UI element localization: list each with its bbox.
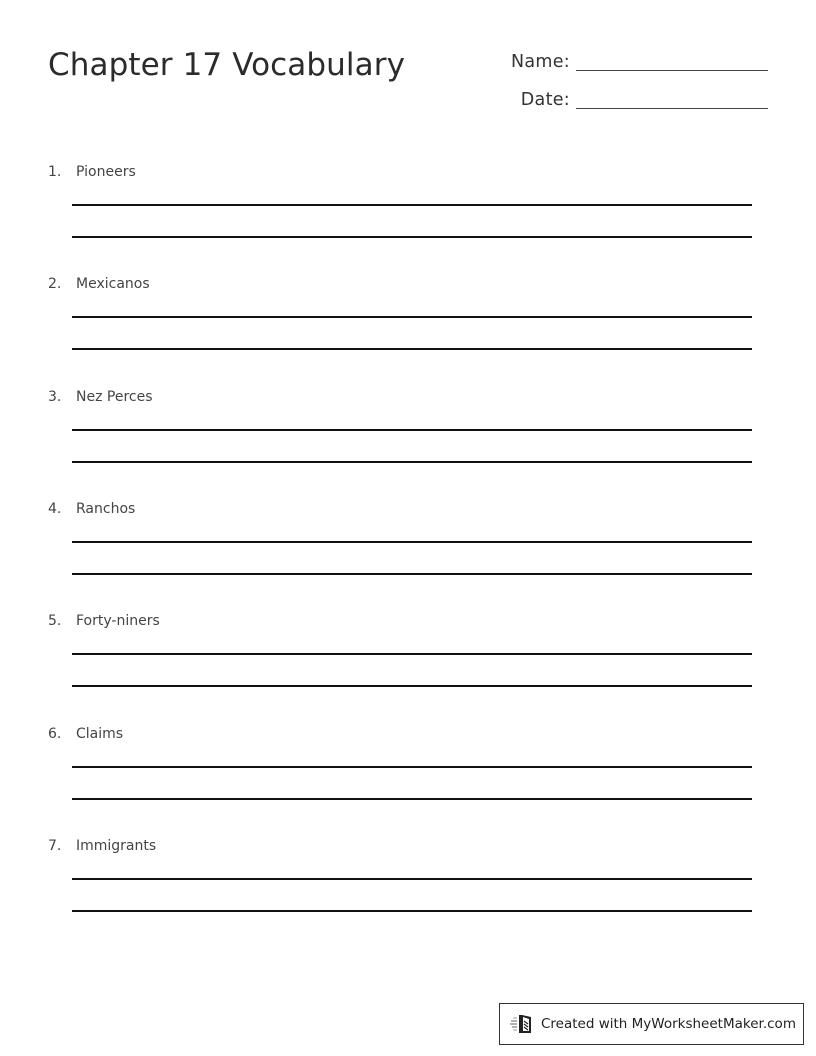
answer-line[interactable] [72,348,752,350]
item-term: Forty-niners [76,613,160,629]
item-term: Nez Perces [76,389,153,405]
item-number: 1. [48,164,62,180]
answer-line[interactable] [72,653,752,655]
answer-line[interactable] [72,910,752,912]
item-term: Pioneers [76,164,136,180]
item-term: Mexicanos [76,276,150,292]
answer-line[interactable] [72,573,752,575]
name-label: Name: [510,52,570,72]
item-term: Ranchos [76,501,136,517]
page-title: Chapter 17 Vocabulary [48,47,406,83]
answer-line[interactable] [72,685,752,687]
answer-line[interactable] [72,541,752,543]
item-number: 6. [48,726,62,742]
answer-line[interactable] [72,236,752,238]
answer-line[interactable] [72,204,752,206]
footer-badge [499,1003,804,1045]
item-number: 2. [48,276,62,292]
item-number: 7. [48,838,62,854]
answer-line[interactable] [72,878,752,880]
answer-line[interactable] [72,429,752,431]
footer-credit-text: Created with MyWorksheetMaker.com [541,1016,796,1032]
answer-line[interactable] [72,461,752,463]
answer-line[interactable] [72,316,752,318]
name-field [500,52,768,72]
item-number: 3. [48,389,62,405]
item-number: 4. [48,501,62,517]
date-field [500,90,768,110]
answer-line[interactable] [72,798,752,800]
answer-line[interactable] [72,766,752,768]
item-term: Immigrants [76,838,157,854]
item-number: 5. [48,613,62,629]
name-input-line[interactable] [576,70,768,71]
item-term: Claims [76,726,124,742]
date-input-line[interactable] [576,108,768,109]
date-label: Date: [520,90,570,110]
myworksheetmaker-logo-icon [510,1013,534,1035]
